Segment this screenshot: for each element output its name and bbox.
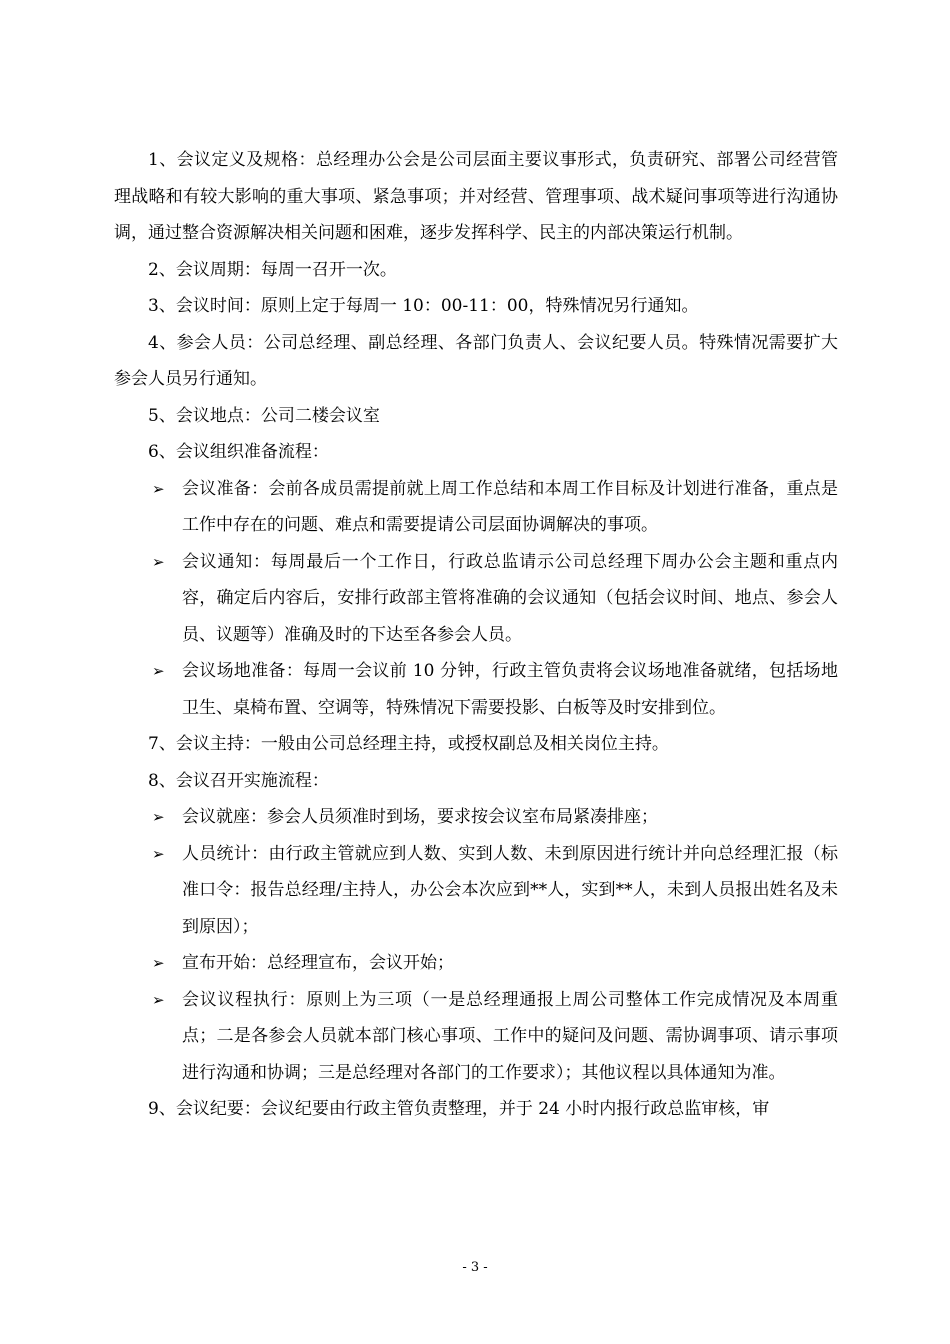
bullet-text: 会议通知：每周最后一个工作日，行政总监请示公司总经理下周办公会主题和重点内容，确定后内容后，安排行政部主管将准确的会议通知（包括会议时间、地点、参会人员、议题等）准确及时的下达至各参会人员。 [182,551,838,645]
paragraph: 8、会议召开实施流程： [148,770,329,791]
bullet-text: 宣布开始：总经理宣布，会议开始； [182,953,454,973]
document-body [114,142,838,1128]
arrow-bullet-icon: ➢ [152,662,165,680]
bullet-item [114,471,838,544]
paragraph: 1、会议定义及规格：总经理办公会是公司层面主要议事形式，负责研究、部署公司经营管理战略和有较大影响的重大事项、紧急事项；并对经营、管理事项、战术疑问事项等进行沟通协调，通过整合资源解决相关问题和困难，逐步发挥科学、民主的内部决策运行机制。 [114,150,838,243]
paragraph: 6、会议组织准备流程： [148,442,329,462]
bullet-item [114,836,838,946]
page-number: - 3 - [462,1260,488,1275]
bullet-item [114,945,838,982]
bullet-text: 会议议程执行：原则上为三项（一是总经理通报上周公司整体工作完成情况及本周重点；二是各参会人员就本部门核心事项、工作中的疑问及问题、需协调事项、请示事项进行沟通和协调；三是总经理对各部门的工作要求）；其他议程以具体通知为准。 [182,989,838,1083]
paragraph: 5、会议地点：公司二楼会议室 [148,405,380,426]
arrow-bullet-icon: ➢ [152,808,165,826]
paragraph: 4、参会人员：公司总经理、副总经理、各部门负责人、会议纪要人员。特殊情况需要扩大参会人员另行通知。 [114,332,838,389]
bullet-text: 会议场地准备：每周一会议前 10 分钟，行政主管负责将会议场地准备就绪，包括场地卫生、桌椅布置、空调等，特殊情况下需要投影、白板等及时安排到位。 [182,661,838,718]
arrow-bullet-icon: ➢ [152,954,165,972]
paragraph: 9、会议纪要：会议纪要由行政主管负责整理，并于 24 小时内报行政总监审核，审 [148,1099,770,1119]
bullet-item [114,653,838,726]
bullet-text: 人员统计：由行政主管就应到人数、实到人数、未到原因进行统计并向总经理汇报（标准口令：报告总经理/主持人，办公会本次应到**人，实到**人，未到人员报出姓名及未到原因）； [182,843,838,937]
bullet-text: 会议就座：参会人员须准时到场，要求按会议室布局紧凑排座； [182,807,658,827]
arrow-bullet-icon: ➢ [152,552,165,571]
bullet-text: 会议准备：会前各成员需提前就上周工作总结和本周工作目标及计划进行准备，重点是工作中存在的问题、难点和需要提请公司层面协调解决的事项。 [182,478,838,535]
arrow-bullet-icon: ➢ [152,479,165,498]
bullet-item [114,544,838,654]
arrow-bullet-icon: ➢ [152,844,165,863]
bullet-item [114,982,838,1092]
bullet-item [114,799,838,836]
paragraph: 3、会议时间：原则上定于每周一 10：00-11：00，特殊情况另行通知。 [148,296,699,316]
arrow-bullet-icon: ➢ [152,990,165,1009]
paragraph: 7、会议主持：一般由公司总经理主持，或授权副总及相关岗位主持。 [148,734,669,754]
paragraph: 2、会议周期：每周一召开一次。 [148,259,397,280]
